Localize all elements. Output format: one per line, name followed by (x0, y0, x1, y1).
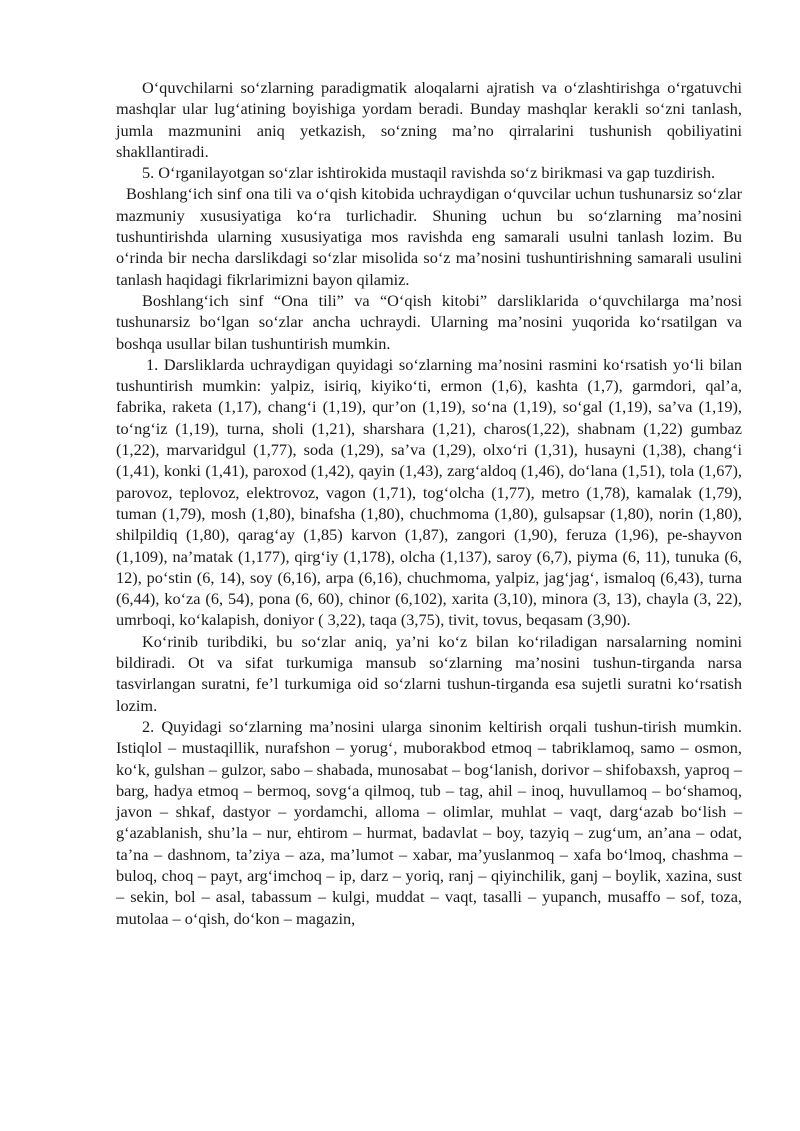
paragraph-point-1-word-list: 1. Darsliklarda uchraydigan quyidagi so‘zlarning ma’nosini rasmini ko‘rsatish yo‘li bilan tushuntirish mumkin: yalpiz, isiriq, kiyiko‘ti, ermon (1,6), kashta (1,7), garmdori, qal’a, fabrika, raketa (1,17), chang‘i (1,19), qur’on (1,19), so‘na (1,19), so‘gal (1,19), sa’va (1,19), to‘ng‘iz (1,19), turna, sholi (1,21), sharshara (1,21), charos(1,22), shabnam (1,22) gumbaz (1,22), marvaridgul (1,77), soda (1,29), sa’va (1,29), olxo‘ri (1,31), husayni (1,38), chang‘i (1,41), konki (1,41), paroxod (1,42), qayin (1,43), zarg‘aldoq (1,46), do‘lana (1,51), tola (1,67), parovoz, teplovoz, elektrovoz, vagon (1,71), tog‘olcha (1,77), metro (1,78), kamalak (1,79), tuman (1,79), mosh (1,80), binafsha (1,80), chuchmoma (1,80), gulsapsar (1,80), norin (1,80), shilpildiq (1,80), qarag‘ay (1,85) karvon (1,87), zangori (1,90), feruza (1,96), pe-shayvon (1,109), na’matak (1,177), qirg‘iy (1,178), olcha (1,137), saroy (6,7), piyma (6, 11), tunuka (6, 12), po‘stin (6, 14), soy (6,16), arpa (6,16), chuchmoma, yalpiz, jag‘jag‘, ismaloq (6,43), turna (6,44), ko‘za (6, 54), pona (6, 60), chinor (6,102), xarita (3,10), minora (3, 13), chayla (3, 22), umrboqi, ko‘kalapish, doniyor ( 3,22), taqa (3,75), tivit, tovus, beqasam (3,90). (116, 354, 742, 630)
paragraph-paradigmatic-exercises: O‘quvchilarni so‘zlarning paradigmatik aloqalarni ajratish va o‘zlashtirishga o‘rgatuvchi mashqlar ular lug‘atining boyishiga yordam beradi. Bunday mashqlar kerakli so‘zni tanlash, jumla mazmunini aniq yetkazish, so‘zning ma’no qirralarini tushunish qobiliyatini shakllantiradi. (116, 78, 742, 161)
paragraph-visible-things: Ko‘rinib turibdiki, bu so‘zlar aniq, ya’ni ko‘z bilan ko‘riladigan narsalarning nomini bildiradi. Ot va sifat turkumiga mansub so‘zlarning ma’nosini tushun-tirganda narsa tasvirlangan suratni, fe’l turkumiga oid so‘zlarni tushun-tirganda esa sujetli suratni ko‘rsatish lozim. (116, 631, 742, 715)
paragraph-point-5: 5. O‘rganilayotgan so‘zlar ishtirokida mustaqil ravishda so‘z birikmasi va gap tuzdirish. (142, 163, 716, 183)
paragraph-textbooks: Boshlang‘ich sinf “Ona tili” va “O‘qish kitobi” darsliklarida o‘quvchilarga ma’nosi tushunarsiz bo‘lgan so‘zlar ancha uchraydi. Ularning ma’nosini yuqorida ko‘rsatilgan va boshqa usullar bilan tushuntirish mumkin. (116, 290, 742, 353)
document-page (116, 77, 742, 929)
paragraph-unclear-words: Boshlang‘ich sinf ona tili va o‘qish kitobida uchraydigan o‘quvcilar uchun tushunarsiz so‘zlar mazmuniy xususiyatiga ko‘ra turlichadir. Shuning uchun bu so‘zlarning ma’nosini tushuntirishda ularning xususiyatiga mos ravishda eng samarali usulni tanlash lozim. Bu o‘rinda bir necha darslikdagi so‘zlar misolida so‘z ma’nosini tushuntirishning samarali usulini tanlash haqidagi fikrlarimizni bayon qilamiz. (116, 184, 742, 289)
paragraph-point-2-synonyms: 2. Quyidagi so‘zlarning ma’nosini ularga sinonim keltirish orqali tushun-tirish mumkin. Istiqlol – mustaqillik, nurafshon – yorug‘, muborakbod etmoq – tabriklamoq, samo – osmon, ko‘k, gulshan – gulzor, sabo – shabada, munosabat – bog‘lanish, dorivor – shifobaxsh, yaproq – barg, hadya etmoq – bermoq, sovg‘a qilmoq, tub – tag, ahil – inoq, huvullamoq – bo‘shamoq, javon – shkaf, dastyor – yordamchi, alloma – olimlar, muhlat – vaqt, darg‘azab bo‘lish – g‘azablanish, shu’la – nur, ehtirom – hurmat, badavlat – boy, tazyiq – zug‘um, an’ana – odat, ta’na – dashnom, ta’ziya – aza, ma’lumot – xabar, ma’yuslanmoq – xafa bo‘lmoq, chashma – buloq, choq – payt, arg‘imchoq – ip, darz – yoriq, ranj – qiyinchilik, ganj – boylik, xazina, sust – sekin, bol – asal, tabassum – kulgi, muddat – vaqt, tasalli – yupanch, musaffo – sof, toza, mutolaa – o‘qish, do‘kon – magazin, (116, 716, 742, 928)
